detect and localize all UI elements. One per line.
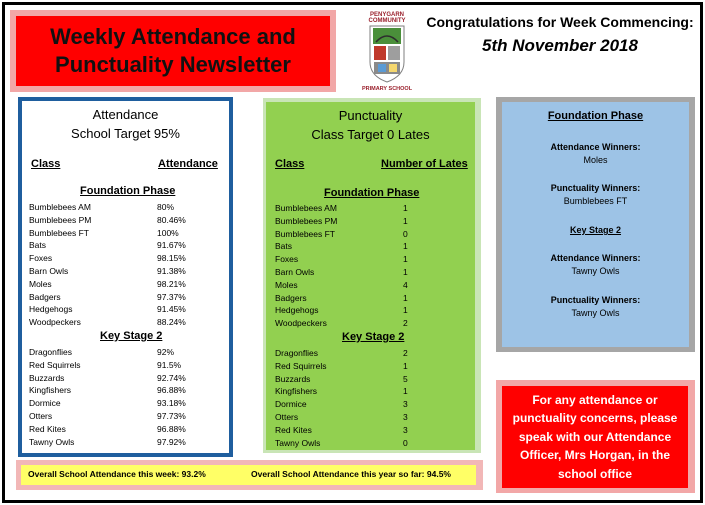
punctuality-ks2-row xyxy=(275,411,443,424)
attendance-title: Attendance xyxy=(92,107,159,122)
attendance-ks2-row xyxy=(29,423,197,436)
attendance-foundation-row xyxy=(29,278,197,291)
punctuality-foundation-class-name: Bumblebees PM xyxy=(275,215,338,226)
overall-week-attendance: Overall School Attendance this week: 93.2% xyxy=(28,469,206,479)
punctuality-value-header: Number of Lates xyxy=(381,158,468,170)
punctuality-panel xyxy=(266,102,475,450)
punctuality-ks2-value: 3 xyxy=(403,424,408,435)
attendance-foundation-class-name: Woodpeckers xyxy=(29,317,81,328)
punctuality-foundation-value: 1 xyxy=(403,215,408,226)
attendance-ks2-class-name: Tawny Owls xyxy=(29,436,75,447)
attendance-foundation-row xyxy=(29,239,197,252)
punctuality-foundation-value: 1 xyxy=(403,241,408,252)
punctuality-ks2-value: 0 xyxy=(403,437,408,448)
attendance-foundation-row xyxy=(29,227,197,240)
school-logo xyxy=(354,12,420,92)
attendance-foundation-row xyxy=(29,201,197,214)
punctuality-foundation-row xyxy=(275,202,443,215)
attendance-class-header: Class xyxy=(31,158,61,170)
attendance-ks2-class-name: Buzzards xyxy=(29,372,65,383)
punctuality-foundation-class-name: Foxes xyxy=(275,254,299,265)
attendance-foundation-row xyxy=(29,214,197,227)
attendance-foundation-row xyxy=(29,303,197,316)
punctuality-foundation-row xyxy=(275,240,443,253)
ks2-attendance-winner: Tawny Owls xyxy=(571,266,620,276)
attendance-ks2-value: 91.5% xyxy=(157,359,182,370)
punctuality-ks2-value: 3 xyxy=(403,399,408,410)
ks2-punctuality-winner: Tawny Owls xyxy=(571,308,620,318)
punctuality-ks2-heading: Key Stage 2 xyxy=(342,331,405,343)
attendance-ks2-row xyxy=(29,436,197,449)
attendance-ks2-value: 92.74% xyxy=(157,372,186,383)
logo-bottom-text: PRIMARY SCHOOL xyxy=(361,86,413,92)
attendance-ks2-value: 97.92% xyxy=(157,436,186,447)
attendance-foundation-row xyxy=(29,252,197,265)
title-box xyxy=(16,16,330,86)
punctuality-foundation-row xyxy=(275,279,443,292)
punctuality-target: Class Target 0 Lates xyxy=(311,127,430,142)
punctuality-ks2-class-name: Tawny Owls xyxy=(275,437,321,448)
attendance-ks2-row xyxy=(29,397,197,410)
fp-punctuality-winner: Bumblebees FT xyxy=(563,196,628,206)
newsletter-title: Weekly Attendance and Punctuality Newsletter xyxy=(50,24,296,77)
attendance-foundation-row xyxy=(29,291,197,304)
punctuality-ks2-class-name: Otters xyxy=(275,412,299,422)
attendance-ks2-row xyxy=(29,410,197,423)
attendance-panel xyxy=(18,97,233,457)
punctuality-ks2-value: 1 xyxy=(403,386,408,397)
attendance-foundation-row xyxy=(29,316,197,329)
punctuality-foundation-class-name: Woodpeckers xyxy=(275,318,327,329)
attendance-ks2-class-name: Otters xyxy=(29,411,53,421)
attendance-ks2-class-name: Red Squirrels xyxy=(29,359,81,370)
punctuality-ks2-value: 1 xyxy=(403,360,408,371)
attendance-ks2-class-name: Kingfishers xyxy=(29,385,72,396)
attendance-foundation-value: 98.15% xyxy=(157,253,186,264)
attendance-ks2-value: 97.73% xyxy=(157,411,186,421)
attendance-ks2-class-name: Dormice xyxy=(29,398,61,409)
attendance-foundation-class-name: Foxes xyxy=(29,253,53,264)
punctuality-ks2-class-name: Buzzards xyxy=(275,373,311,384)
punctuality-ks2-value: 2 xyxy=(403,348,408,358)
attendance-foundation-value: 91.38% xyxy=(157,266,186,276)
punctuality-foundation-row xyxy=(275,266,443,279)
punctuality-foundation-class-name: Moles xyxy=(275,279,298,290)
punctuality-class-header: Class xyxy=(275,158,305,170)
attendance-foundation-class-name: Bumblebees FT xyxy=(29,227,89,238)
punctuality-ks2-row xyxy=(275,360,443,373)
punctuality-ks2-row xyxy=(275,398,443,411)
attendance-ks2-value: 93.18% xyxy=(157,398,186,409)
attendance-ks2-value: 96.88% xyxy=(157,423,186,434)
attendance-foundation-class-name: Bats xyxy=(29,240,47,251)
punctuality-foundation-class-name: Bumblebees AM xyxy=(275,203,337,213)
punctuality-foundation-row xyxy=(275,292,443,305)
week-commencing-date: 5th November 2018 xyxy=(482,36,638,55)
attendance-ks2-heading: Key Stage 2 xyxy=(100,330,163,342)
punctuality-foundation-class-name: Badgers xyxy=(275,292,307,303)
punctuality-foundation-value: 2 xyxy=(403,318,408,329)
attendance-foundation-value: 91.45% xyxy=(157,304,186,315)
overall-year-attendance: Overall School Attendance this year so far: 94.5% xyxy=(251,469,451,479)
punctuality-ks2-value: 5 xyxy=(403,373,408,384)
attendance-ks2-value: 96.88% xyxy=(157,385,186,396)
punctuality-ks2-row xyxy=(275,373,443,386)
attendance-foundation-value: 80% xyxy=(157,202,175,212)
punctuality-foundation-row xyxy=(275,304,443,317)
punctuality-foundation-class-name: Bats xyxy=(275,241,293,252)
punctuality-ks2-class-name: Kingfishers xyxy=(275,386,318,397)
fp-punctuality-winners-label: Punctuality Winners: xyxy=(550,183,641,193)
punctuality-ks2-row xyxy=(275,437,443,450)
attendance-foundation-class-name: Bumblebees AM xyxy=(29,202,91,212)
attendance-value-header: Attendance xyxy=(158,158,218,170)
punctuality-foundation-value: 0 xyxy=(403,228,408,239)
punctuality-ks2-class-name: Red Kites xyxy=(275,424,312,435)
attendance-foundation-class-name: Barn Owls xyxy=(29,266,69,276)
punctuality-foundation-class-name: Hedgehogs xyxy=(275,305,319,316)
concern-box xyxy=(502,386,688,488)
attendance-foundation-value: 88.24% xyxy=(157,317,186,328)
winners-foundation-heading: Foundation Phase xyxy=(547,110,644,122)
punctuality-ks2-class-name: Red Squirrels xyxy=(275,360,327,371)
attendance-foundation-value: 91.67% xyxy=(157,240,186,251)
punctuality-foundation-value: 1 xyxy=(403,254,408,265)
logo-arc-text: PENYGARN COMMUNITY xyxy=(368,12,406,24)
punctuality-ks2-value: 3 xyxy=(403,412,408,422)
ks2-attendance-winners-label: Attendance Winners: xyxy=(550,253,641,263)
attendance-foundation-row xyxy=(29,265,197,278)
attendance-foundation-value: 100% xyxy=(157,227,179,238)
ks2-punctuality-winners-label: Punctuality Winners: xyxy=(550,295,641,305)
punctuality-foundation-value: 1 xyxy=(403,305,408,316)
fp-attendance-winners-label: Attendance Winners: xyxy=(550,142,641,152)
punctuality-foundation-heading: Foundation Phase xyxy=(324,187,420,199)
attendance-ks2-value: 92% xyxy=(157,347,175,357)
punctuality-ks2-class-name: Dormice xyxy=(275,399,307,410)
punctuality-foundation-row xyxy=(275,228,443,241)
punctuality-title: Punctuality xyxy=(338,108,403,123)
attendance-foundation-class-name: Badgers xyxy=(29,291,61,302)
attendance-foundation-heading: Foundation Phase xyxy=(80,185,176,197)
attendance-foundation-value: 97.37% xyxy=(157,291,186,302)
punctuality-foundation-row xyxy=(275,253,443,266)
punctuality-foundation-row xyxy=(275,215,443,228)
attendance-ks2-row xyxy=(29,372,197,385)
punctuality-foundation-value: 1 xyxy=(403,292,408,303)
punctuality-foundation-row xyxy=(275,317,443,330)
attendance-ks2-class-name: Red Kites xyxy=(29,423,66,434)
attendance-foundation-class-name: Hedgehogs xyxy=(29,304,73,315)
punctuality-ks2-class-name: Dragonflies xyxy=(275,348,318,358)
attendance-ks2-row xyxy=(29,359,197,372)
attendance-ks2-row xyxy=(29,346,197,359)
attendance-ks2-class-name: Dragonflies xyxy=(29,347,72,357)
attendance-foundation-value: 98.21% xyxy=(157,278,186,289)
punctuality-ks2-row xyxy=(275,385,443,398)
attendance-foundation-value: 80.46% xyxy=(157,214,186,225)
winners-ks2-heading: Key Stage 2 xyxy=(569,225,622,235)
winners-panel xyxy=(502,102,689,347)
logo-crest-icon xyxy=(354,12,420,92)
attendance-target: School Target 95% xyxy=(71,126,180,141)
attendance-foundation-class-name: Moles xyxy=(29,278,52,289)
punctuality-ks2-row xyxy=(275,347,443,360)
punctuality-foundation-value: 4 xyxy=(403,279,408,290)
concern-message: For any attendance or punctuality concerns, please speak with our Attendance Officer, Mrs Horgan, in the school office xyxy=(512,392,678,481)
attendance-foundation-class-name: Bumblebees PM xyxy=(29,214,92,225)
punctuality-foundation-value: 1 xyxy=(403,267,408,277)
overall-attendance-bar xyxy=(21,465,476,485)
attendance-ks2-row xyxy=(29,384,197,397)
punctuality-foundation-value: 1 xyxy=(403,203,408,213)
congratulations-heading: Congratulations for Week Commencing: xyxy=(426,14,694,30)
punctuality-ks2-row xyxy=(275,424,443,437)
punctuality-foundation-class-name: Barn Owls xyxy=(275,267,315,277)
punctuality-foundation-class-name: Bumblebees FT xyxy=(275,228,335,239)
fp-attendance-winner: Moles xyxy=(583,155,608,165)
